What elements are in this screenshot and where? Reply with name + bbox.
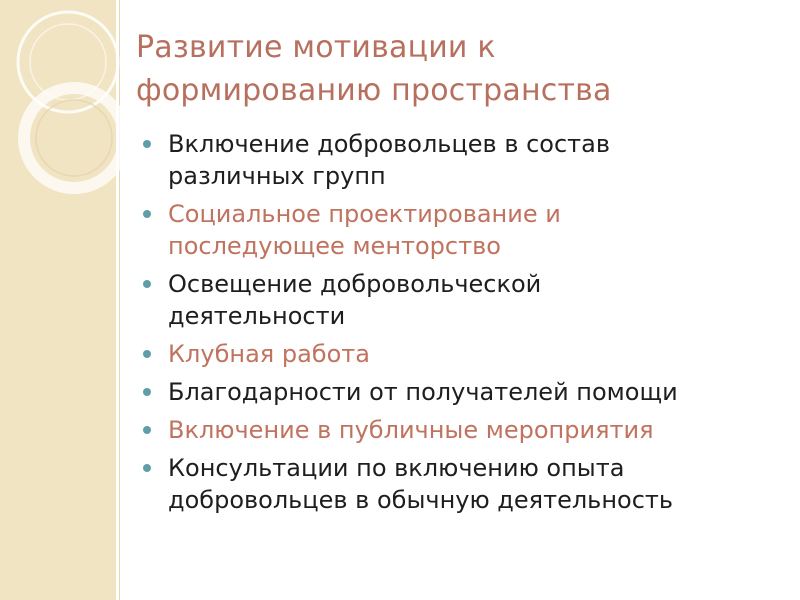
bullet-text-line-1: Консультации по включению опыта	[168, 454, 625, 482]
bullet-item	[140, 128, 780, 192]
bullet-dot-icon	[143, 210, 151, 218]
slide-title	[136, 26, 776, 112]
bullet-item	[140, 198, 780, 262]
bullet-text-line-2: последующее менторство	[168, 232, 501, 260]
bullet-list	[140, 128, 780, 522]
bullet-dot-icon	[143, 426, 151, 434]
bullet-dot-icon	[143, 280, 151, 288]
bullet-item	[140, 414, 780, 446]
bullet-text-line-2: деятельности	[168, 302, 346, 330]
bullet-dot-icon	[143, 140, 151, 148]
slide-title-line-2: формированию пространства	[136, 73, 612, 108]
bullet-text-line-1: Освещение добровольческой	[168, 270, 542, 298]
bullet-text-line-1: Включение в публичные мероприятия	[168, 416, 654, 444]
bullet-text-line-2: добровольцев в обычную деятельность	[168, 486, 674, 514]
slide-title-line-1: Развитие мотивации к	[136, 30, 496, 65]
bullet-dot-icon	[143, 350, 151, 358]
bullet-text-line-1: Клубная работа	[168, 340, 370, 368]
bullet-text-line-1: Социальное проектирование и	[168, 200, 561, 228]
bullet-item	[140, 338, 780, 370]
bullet-text-line-1: Включение добровольцев в состав	[168, 130, 610, 158]
bullet-item	[140, 452, 780, 516]
bullet-text-line-2: различных групп	[168, 162, 386, 190]
bullet-item	[140, 376, 780, 408]
bullet-text-line-1: Благодарности от получателей помощи	[168, 378, 678, 406]
bullet-dot-icon	[143, 464, 151, 472]
bullet-item	[140, 268, 780, 332]
bullet-dot-icon	[143, 388, 151, 396]
